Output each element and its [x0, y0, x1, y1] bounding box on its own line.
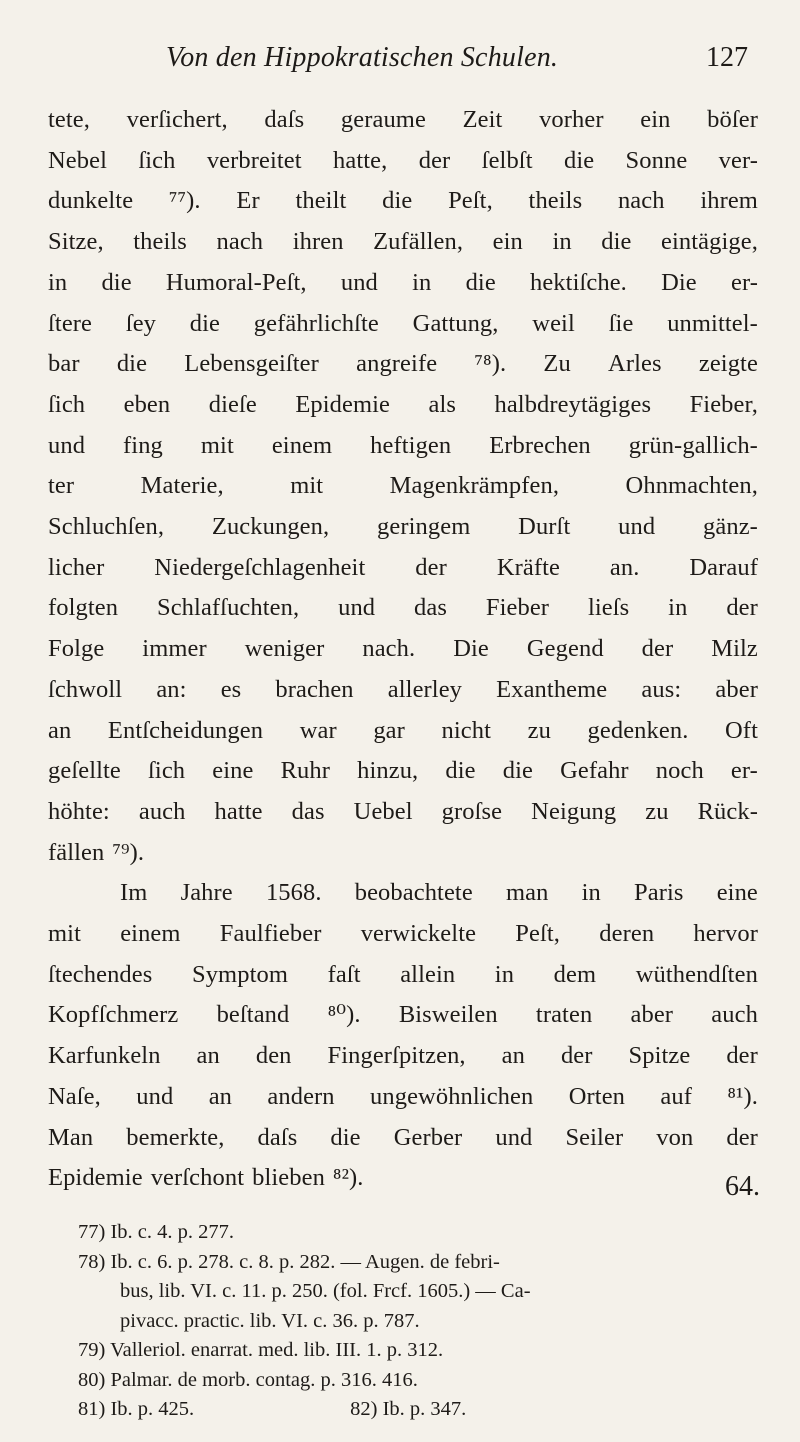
word: und [136, 1082, 174, 1110]
word: der [560, 1042, 593, 1070]
word: Humoral-Peſt, [165, 268, 307, 296]
word: Zuckungen, [211, 513, 330, 541]
word: Sitze, [48, 228, 104, 256]
word: Naſe, [48, 1082, 101, 1110]
word: Oft [725, 716, 758, 744]
word: ein [640, 106, 671, 133]
word: Bisweilen [398, 1001, 498, 1029]
word: daſs [257, 1123, 298, 1151]
word: eintägige, [661, 228, 758, 256]
word: gedenken. [587, 716, 689, 744]
text-line-13 [48, 588, 758, 629]
word: Durſt [518, 513, 571, 541]
word: beſtand [216, 1001, 290, 1029]
word: Er [236, 187, 260, 215]
word: Peſt, [515, 920, 561, 948]
footnote-78-line-2: bus, lib. VI. c. 11. p. 250. (fol. Frcf. 1605.) — Ca- [120, 1280, 531, 1302]
word: an [196, 1042, 220, 1070]
text-line-14 [48, 629, 758, 670]
word: ſey [125, 309, 157, 337]
word: Erbrechen [489, 431, 591, 459]
word: nach. [362, 635, 416, 663]
word: an. [609, 553, 640, 581]
word: ſie [608, 309, 634, 337]
word: immer [142, 635, 207, 663]
word: die [116, 350, 148, 378]
word: ſich [48, 390, 86, 418]
word: aber [715, 675, 758, 703]
word: der [641, 635, 674, 663]
word: brachen [275, 675, 354, 703]
word: andern [267, 1082, 335, 1110]
word: der [726, 1123, 758, 1151]
word: faſt [327, 960, 361, 988]
word: hervor [693, 920, 758, 948]
footnotes-81-82 [78, 1395, 758, 1425]
footnote-82: 82) Ib. p. 347. [350, 1398, 467, 1420]
word: ſelbſt [481, 146, 533, 174]
word: angreife [356, 350, 438, 378]
word: unmittel- [667, 309, 758, 337]
word: das [291, 797, 325, 825]
footnote-ref-79: ⁷⁹). [112, 838, 145, 866]
word: in [48, 268, 68, 296]
word: Ohnmachten, [625, 472, 758, 500]
word: weil [532, 309, 575, 337]
word: beobachtete [354, 879, 473, 907]
word: die [465, 268, 496, 296]
word: ſich [138, 146, 176, 174]
word: eine [212, 757, 254, 785]
text-line-5 [48, 263, 758, 304]
word: Arles [608, 350, 662, 378]
word: einem [120, 920, 181, 948]
word: dunkelte [48, 187, 134, 215]
word: traten [535, 1001, 593, 1029]
word: ihren [292, 228, 344, 256]
word: Kopfſchmerz [48, 1001, 179, 1029]
word: in [412, 268, 432, 296]
word: Fieber, [689, 390, 758, 418]
word: Spitze [628, 1042, 691, 1070]
signature-mark: 64. [725, 1171, 760, 1202]
word: Symptom [191, 960, 288, 988]
word: Materie, [140, 472, 224, 500]
word: verbreitet [206, 146, 302, 174]
word: auch [138, 797, 186, 825]
text-line-3 [48, 181, 758, 222]
footnote-78-line-3: pivacc. practic. lib. VI. c. 36. p. 787. [120, 1309, 420, 1332]
word: die [189, 309, 221, 337]
word: zu [527, 716, 551, 744]
word: Kräfte [496, 553, 560, 581]
word: zu [645, 797, 669, 825]
word: verſchont [150, 1164, 245, 1192]
word: an [501, 1042, 525, 1070]
word: heftigen [370, 431, 452, 459]
word: und [340, 268, 378, 296]
word: und [48, 431, 86, 459]
word: das [414, 594, 447, 622]
word: Zufällen, [373, 228, 464, 256]
word: Lebensgeiſter [184, 350, 319, 378]
word: er- [730, 268, 758, 296]
text-line-20 [48, 873, 758, 914]
word: geringem [377, 513, 471, 541]
word: ihrem [700, 187, 758, 215]
footnote-81: 81) Ib. p. 425. [78, 1398, 195, 1420]
word: Sonne [625, 146, 688, 174]
footnote-ref-81: ⁸¹). [727, 1082, 758, 1110]
word: Schlafſuchten, [156, 594, 300, 622]
word: er- [730, 757, 758, 785]
text-line-19 [48, 833, 758, 874]
word: als [428, 390, 456, 418]
word: grün-gallich- [628, 431, 758, 459]
word: Uebel [353, 797, 413, 825]
word: ein [492, 228, 523, 256]
word: halbdreytägiges [494, 390, 652, 418]
word: hatte, [333, 146, 388, 174]
word: der [418, 146, 451, 174]
text-line-16 [48, 711, 758, 752]
text-line-27 [48, 1158, 758, 1199]
text-line-10 [48, 466, 758, 507]
word: an [48, 716, 72, 744]
word: blieben [252, 1164, 325, 1192]
word: in [668, 594, 688, 622]
word: einem [271, 431, 333, 459]
text-line-7 [48, 344, 758, 385]
word: mit [200, 431, 234, 459]
word: die [330, 1123, 361, 1151]
footnote-77: 77) Ib. c. 4. p. 277. [78, 1221, 235, 1243]
word: Karfunkeln [48, 1042, 161, 1070]
word: die [445, 757, 476, 785]
text-line-26 [48, 1118, 758, 1159]
text-line-23 [48, 995, 758, 1036]
word: Magenkrämpfen, [389, 472, 560, 500]
word: folgten [48, 594, 119, 622]
word: Jahre [180, 879, 233, 907]
word: Schluchſen, [48, 513, 165, 541]
text-line-2 [48, 141, 758, 182]
word: theils [528, 187, 583, 215]
word: wüthendſten [635, 960, 758, 988]
word: ſich [148, 757, 186, 785]
word: in [581, 879, 601, 907]
word: Darauf [689, 553, 758, 581]
word: an [208, 1082, 233, 1110]
word: dem [553, 960, 597, 988]
running-title: Von den Hippokratischen Schulen. [166, 42, 559, 73]
word: der [415, 553, 447, 581]
word: an: [156, 675, 187, 703]
word: gänz- [703, 513, 758, 541]
word: geraume [340, 106, 426, 133]
word: es [220, 675, 242, 703]
word: Nebel [48, 146, 107, 174]
word: Rück- [697, 797, 758, 825]
word: man [505, 879, 549, 907]
footnote-78-line-1: 78) Ib. c. 6. p. 278. c. 8. p. 282. — Augen. de febri- [78, 1250, 500, 1273]
word: Man [48, 1123, 94, 1151]
word: ſtere [48, 309, 93, 337]
word: böſer [707, 106, 758, 133]
text-line-18 [48, 792, 758, 833]
word: den [255, 1042, 292, 1070]
word: dieſe [208, 390, 257, 418]
footnote-ref-77: ⁷⁷). [168, 187, 201, 215]
running-head [48, 38, 770, 78]
word: Neigung [531, 797, 617, 825]
word: ungewöhnlichen [370, 1082, 534, 1110]
word: aus: [641, 675, 682, 703]
word: Zeit [462, 106, 503, 133]
word: hatte [214, 797, 263, 825]
word: Niedergeſchlagenheit [154, 553, 366, 581]
word: die [382, 187, 413, 215]
word: in [494, 960, 515, 988]
word: die [563, 146, 595, 174]
word: mit [290, 472, 324, 500]
word: Epidemie [48, 1164, 143, 1192]
text-line-25 [48, 1077, 758, 1118]
word: hektiſche. [529, 268, 627, 296]
word: Epidemie [295, 390, 391, 418]
word: eben [123, 390, 171, 418]
word: theils [133, 228, 187, 256]
word: Im [120, 879, 148, 907]
word: groſse [441, 797, 503, 825]
word: daſs [264, 106, 305, 133]
text-line-22 [48, 955, 758, 996]
word: die [502, 757, 533, 785]
word: gefährlichſte [253, 309, 379, 337]
word: die [101, 268, 132, 296]
word: höhte: [48, 797, 110, 825]
word: ſtechendes [48, 960, 153, 988]
word: bar [48, 350, 80, 378]
word: vorher [539, 106, 604, 133]
word: Die [453, 635, 489, 663]
text-line-21 [48, 914, 758, 955]
word: auf [660, 1082, 693, 1110]
word: ter [48, 472, 75, 500]
word: der [726, 594, 758, 622]
word: auch [711, 1001, 758, 1029]
word: Die [661, 268, 697, 296]
text-line-9 [48, 426, 758, 467]
word: Faulfieber [219, 920, 322, 948]
word: Ruhr [280, 757, 330, 785]
text-line-8 [48, 385, 758, 426]
word: Gegend [526, 635, 604, 663]
word: hinzu, [357, 757, 419, 785]
text-line-12 [48, 548, 758, 589]
body-text [48, 100, 758, 1199]
page-number: 127 [706, 42, 748, 73]
word: und [495, 1123, 533, 1151]
text-line-1 [48, 100, 758, 141]
word: noch [655, 757, 704, 785]
word: war [299, 716, 337, 744]
word: Orten [568, 1082, 626, 1110]
footnote-80: 80) Palmar. de morb. contag. p. 316. 416. [78, 1368, 418, 1391]
word: eine [716, 879, 758, 907]
footnotes [78, 1218, 758, 1425]
word: die [601, 228, 632, 256]
word: nach [617, 187, 665, 215]
word: und [338, 594, 376, 622]
word: ver- [718, 146, 758, 174]
word: weniger [244, 635, 325, 663]
footnote-ref-82: ⁸²). [332, 1164, 364, 1192]
text-line-4 [48, 222, 758, 263]
word: geſellte [48, 757, 121, 785]
word: nach [216, 228, 264, 256]
footnote-79: 79) Valleriol. enarrat. med. lib. III. 1. p. 312. [78, 1339, 444, 1361]
word: allerley [387, 675, 463, 703]
word: Gefahr [560, 757, 629, 785]
word: allein [400, 960, 456, 988]
footnote-ref-80: ⁸⁰). [327, 1001, 361, 1029]
word: Fingerſpitzen, [327, 1042, 466, 1070]
text-line-11 [48, 507, 758, 548]
footnote-ref-78: ⁷⁸). [474, 350, 507, 378]
word: fällen [48, 838, 105, 866]
word: nicht [441, 716, 491, 744]
word: tete, [48, 106, 90, 133]
word: licher [48, 553, 105, 581]
text-line-15 [48, 670, 758, 711]
word: Seiler [565, 1123, 624, 1151]
word: ſchwoll [48, 675, 123, 703]
word: von [656, 1123, 694, 1151]
word: der [726, 1042, 758, 1070]
word: theilt [295, 187, 347, 215]
word: zeigte [698, 350, 758, 378]
word: Paris [634, 879, 684, 907]
word: Folge [48, 635, 105, 663]
word: Fieber [485, 594, 550, 622]
word: Zu [543, 350, 571, 378]
word: bemerkte, [126, 1123, 225, 1151]
word: fing [123, 431, 163, 459]
word: aber [630, 1001, 674, 1029]
text-line-6 [48, 304, 758, 345]
word: 1568. [265, 879, 322, 907]
word: verwickelte [360, 920, 477, 948]
word: deren [599, 920, 655, 948]
word: in [552, 228, 572, 256]
word: gar [373, 716, 405, 744]
word: verſichert, [126, 106, 228, 133]
word: lieſs [587, 594, 630, 622]
text-line-24 [48, 1036, 758, 1077]
word: mit [48, 920, 81, 948]
word: Entſcheidungen [107, 716, 264, 744]
word: und [618, 513, 656, 541]
text-line-17 [48, 751, 758, 792]
word: Gerber [393, 1123, 463, 1151]
word: Peſt, [448, 187, 493, 215]
word: Gattung, [412, 309, 499, 337]
word: Exantheme [496, 675, 608, 703]
word: Milz [711, 635, 758, 663]
